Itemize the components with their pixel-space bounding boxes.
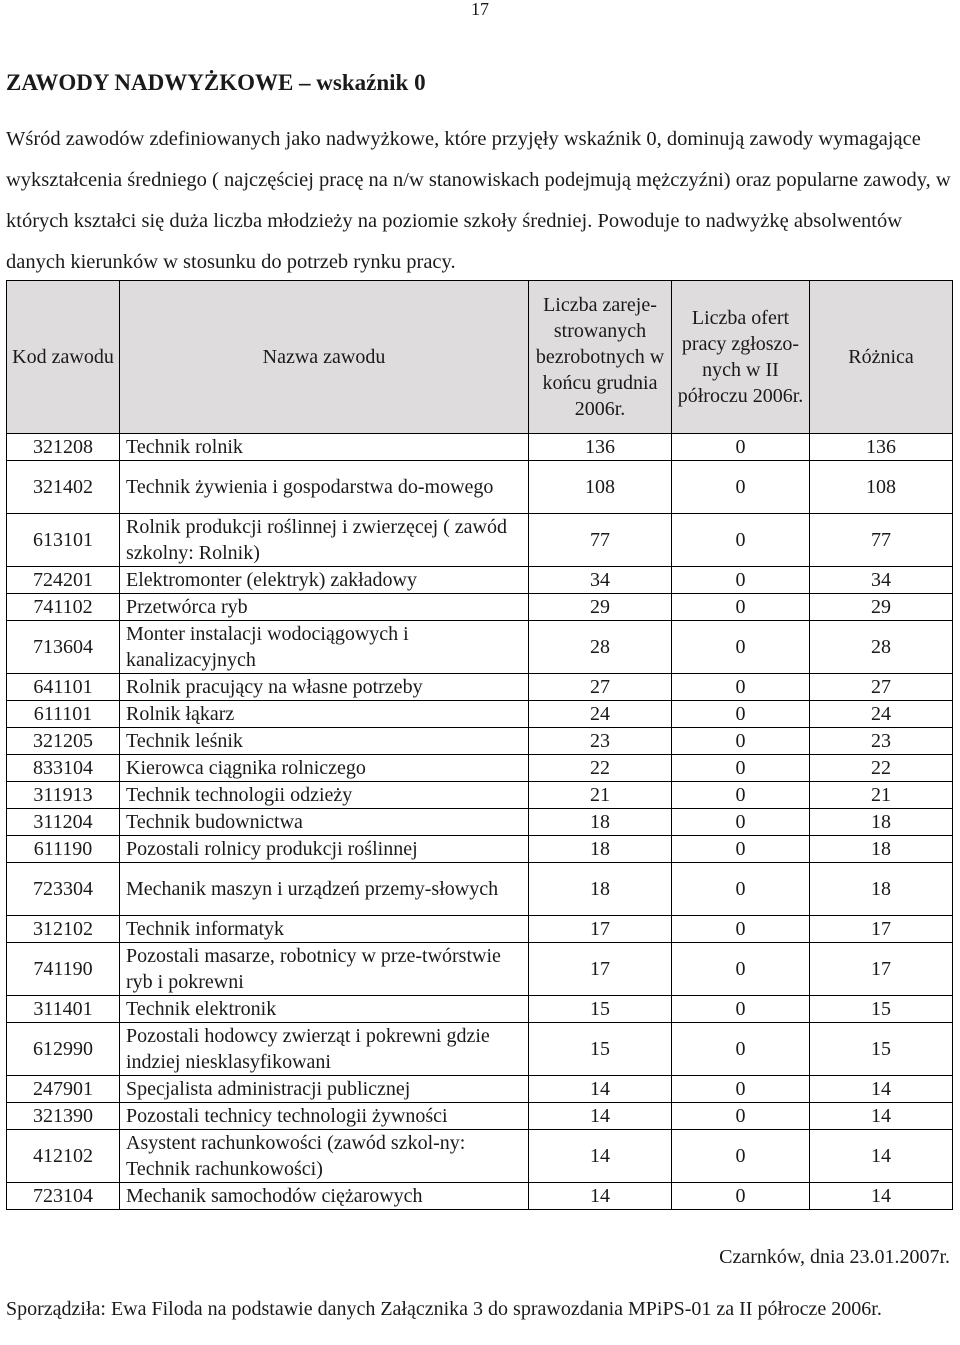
cell-unemployed: 28 — [529, 621, 672, 674]
table-row — [7, 755, 953, 782]
cell-code: 612990 — [7, 1023, 120, 1076]
cell-difference: 34 — [810, 567, 953, 594]
table-row — [7, 1023, 953, 1076]
section-heading: ZAWODY NADWYŻKOWE – wskaźnik 0 — [6, 70, 426, 95]
cell-unemployed: 136 — [529, 434, 672, 461]
cell-name: Monter instalacji wodociągowych i kanalizacyjnych — [120, 621, 529, 674]
cell-code: 613101 — [7, 514, 120, 567]
cell-unemployed: 77 — [529, 514, 672, 567]
cell-difference: 14 — [810, 1183, 953, 1210]
cell-name: Technik rolnik — [120, 434, 529, 461]
cell-offers: 0 — [672, 594, 810, 621]
cell-difference: 136 — [810, 434, 953, 461]
cell-name: Elektromonter (elektryk) zakładowy — [120, 567, 529, 594]
cell-offers: 0 — [672, 674, 810, 701]
cell-unemployed: 27 — [529, 674, 672, 701]
cell-code: 641101 — [7, 674, 120, 701]
cell-offers: 0 — [672, 782, 810, 809]
cell-code: 723304 — [7, 863, 120, 916]
cell-offers: 0 — [672, 434, 810, 461]
cell-unemployed: 22 — [529, 755, 672, 782]
table-row — [7, 701, 953, 728]
footer-note: Sporządziła: Ewa Filoda na podstawie danych Załącznika 3 do sprawozdania MPiPS-01 za II półrocze 2006r. — [6, 1298, 882, 1320]
header-code: Kod zawodu — [7, 281, 120, 434]
cell-name: Kierowca ciągnika rolniczego — [120, 755, 529, 782]
table-row — [7, 434, 953, 461]
cell-name: Pozostali masarze, robotnicy w prze-twórstwie ryb i pokrewni — [120, 943, 529, 996]
cell-name: Technik elektronik — [120, 996, 529, 1023]
table-row — [7, 728, 953, 755]
cell-code: 311204 — [7, 809, 120, 836]
cell-name: Rolnik pracujący na własne potrzeby — [120, 674, 529, 701]
cell-name: Technik żywienia i gospodarstwa do-mowego — [120, 461, 529, 514]
table-row — [7, 1183, 953, 1210]
cell-difference: 21 — [810, 782, 953, 809]
table-row — [7, 567, 953, 594]
cell-name: Pozostali technicy technologii żywności — [120, 1103, 529, 1130]
cell-offers: 0 — [672, 621, 810, 674]
table-row — [7, 514, 953, 567]
table-row — [7, 863, 953, 916]
cell-difference: 108 — [810, 461, 953, 514]
header-unemployed: Liczba zareje-strowanych bezrobotnych w końcu grudnia 2006r. — [529, 281, 672, 434]
table-body — [7, 434, 953, 1210]
cell-offers: 0 — [672, 1076, 810, 1103]
table-row — [7, 836, 953, 863]
cell-difference: 28 — [810, 621, 953, 674]
cell-difference: 17 — [810, 916, 953, 943]
cell-unemployed: 23 — [529, 728, 672, 755]
header-name: Nazwa zawodu — [120, 281, 529, 434]
cell-unemployed: 34 — [529, 567, 672, 594]
cell-offers: 0 — [672, 863, 810, 916]
cell-unemployed: 24 — [529, 701, 672, 728]
cell-name: Przetwórca ryb — [120, 594, 529, 621]
cell-name: Mechanik maszyn i urządzeń przemy-słowych — [120, 863, 529, 916]
cell-unemployed: 18 — [529, 809, 672, 836]
cell-code: 713604 — [7, 621, 120, 674]
table-row — [7, 1076, 953, 1103]
cell-code: 611190 — [7, 836, 120, 863]
table-row — [7, 1103, 953, 1130]
intro-paragraph: Wśród zawodów zdefiniowanych jako nadwyżkowe, które przyjęły wskaźnik 0, dominują zawody wymagające wykształcenia średniego ( najczęściej pracę na n/w stanowiskach podejmują mężczyźni) oraz popularne zawody, w których kształci się duża liczba młodzieży na poziomie szkoły średniej. Powoduje to nadwyżkę absolwentów danych kierunków w stosunku do potrzeb rynku pracy. — [6, 128, 951, 273]
cell-code: 321390 — [7, 1103, 120, 1130]
cell-difference: 15 — [810, 1023, 953, 1076]
cell-name: Pozostali hodowcy zwierząt i pokrewni gdzie indziej niesklasyfikowani — [120, 1023, 529, 1076]
header-offers: Liczba ofert pracy zgłoszo-nych w II półroczu 2006r. — [672, 281, 810, 434]
table-row — [7, 674, 953, 701]
cell-name: Pozostali rolnicy produkcji roślinnej — [120, 836, 529, 863]
cell-offers: 0 — [672, 943, 810, 996]
date-line: Czarnków, dnia 23.01.2007r. — [719, 1246, 950, 1268]
cell-difference: 15 — [810, 996, 953, 1023]
table-row — [7, 594, 953, 621]
cell-unemployed: 14 — [529, 1183, 672, 1210]
cell-unemployed: 18 — [529, 863, 672, 916]
cell-code: 833104 — [7, 755, 120, 782]
cell-unemployed: 15 — [529, 996, 672, 1023]
cell-unemployed: 29 — [529, 594, 672, 621]
cell-code: 741102 — [7, 594, 120, 621]
table-row — [7, 943, 953, 996]
cell-code: 321205 — [7, 728, 120, 755]
cell-unemployed: 14 — [529, 1076, 672, 1103]
cell-code: 321402 — [7, 461, 120, 514]
cell-difference: 14 — [810, 1103, 953, 1130]
cell-difference: 77 — [810, 514, 953, 567]
cell-code: 312102 — [7, 916, 120, 943]
table-row — [7, 996, 953, 1023]
cell-difference: 27 — [810, 674, 953, 701]
header-difference: Różnica — [810, 281, 953, 434]
table-row — [7, 916, 953, 943]
page-number: 17 — [471, 0, 489, 19]
cell-code: 724201 — [7, 567, 120, 594]
cell-name: Asystent rachunkowości (zawód szkol-ny: Technik rachunkowości) — [120, 1130, 529, 1183]
cell-unemployed: 18 — [529, 836, 672, 863]
cell-unemployed: 17 — [529, 916, 672, 943]
cell-offers: 0 — [672, 701, 810, 728]
table-row — [7, 461, 953, 514]
cell-code: 723104 — [7, 1183, 120, 1210]
cell-difference: 18 — [810, 863, 953, 916]
cell-difference: 14 — [810, 1130, 953, 1183]
cell-name: Technik technologii odzieży — [120, 782, 529, 809]
table-row — [7, 621, 953, 674]
cell-code: 611101 — [7, 701, 120, 728]
cell-difference: 22 — [810, 755, 953, 782]
cell-offers: 0 — [672, 755, 810, 782]
cell-name: Technik informatyk — [120, 916, 529, 943]
cell-code: 247901 — [7, 1076, 120, 1103]
table-row — [7, 782, 953, 809]
cell-difference: 14 — [810, 1076, 953, 1103]
cell-offers: 0 — [672, 514, 810, 567]
cell-name: Rolnik łąkarz — [120, 701, 529, 728]
cell-unemployed: 21 — [529, 782, 672, 809]
cell-unemployed: 14 — [529, 1103, 672, 1130]
table-header-row — [7, 281, 953, 434]
cell-offers: 0 — [672, 461, 810, 514]
cell-offers: 0 — [672, 1103, 810, 1130]
cell-offers: 0 — [672, 1183, 810, 1210]
cell-unemployed: 17 — [529, 943, 672, 996]
cell-difference: 17 — [810, 943, 953, 996]
cell-name: Rolnik produkcji roślinnej i zwierzęcej ( zawód szkolny: Rolnik) — [120, 514, 529, 567]
cell-name: Technik budownictwa — [120, 809, 529, 836]
cell-unemployed: 108 — [529, 461, 672, 514]
table-row — [7, 1130, 953, 1183]
cell-name: Specjalista administracji publicznej — [120, 1076, 529, 1103]
cell-difference: 18 — [810, 836, 953, 863]
cell-name: Technik leśnik — [120, 728, 529, 755]
cell-code: 311401 — [7, 996, 120, 1023]
cell-difference: 29 — [810, 594, 953, 621]
cell-offers: 0 — [672, 809, 810, 836]
cell-difference: 23 — [810, 728, 953, 755]
cell-offers: 0 — [672, 916, 810, 943]
cell-offers: 0 — [672, 996, 810, 1023]
cell-code: 412102 — [7, 1130, 120, 1183]
cell-unemployed: 15 — [529, 1023, 672, 1076]
cell-offers: 0 — [672, 567, 810, 594]
cell-code: 741190 — [7, 943, 120, 996]
cell-code: 311913 — [7, 782, 120, 809]
cell-difference: 24 — [810, 701, 953, 728]
cell-code: 321208 — [7, 434, 120, 461]
cell-name: Mechanik samochodów ciężarowych — [120, 1183, 529, 1210]
cell-unemployed: 14 — [529, 1130, 672, 1183]
cell-offers: 0 — [672, 836, 810, 863]
cell-offers: 0 — [672, 1023, 810, 1076]
table-row — [7, 809, 953, 836]
cell-offers: 0 — [672, 1130, 810, 1183]
cell-difference: 18 — [810, 809, 953, 836]
occupations-table — [6, 280, 953, 1210]
cell-offers: 0 — [672, 728, 810, 755]
